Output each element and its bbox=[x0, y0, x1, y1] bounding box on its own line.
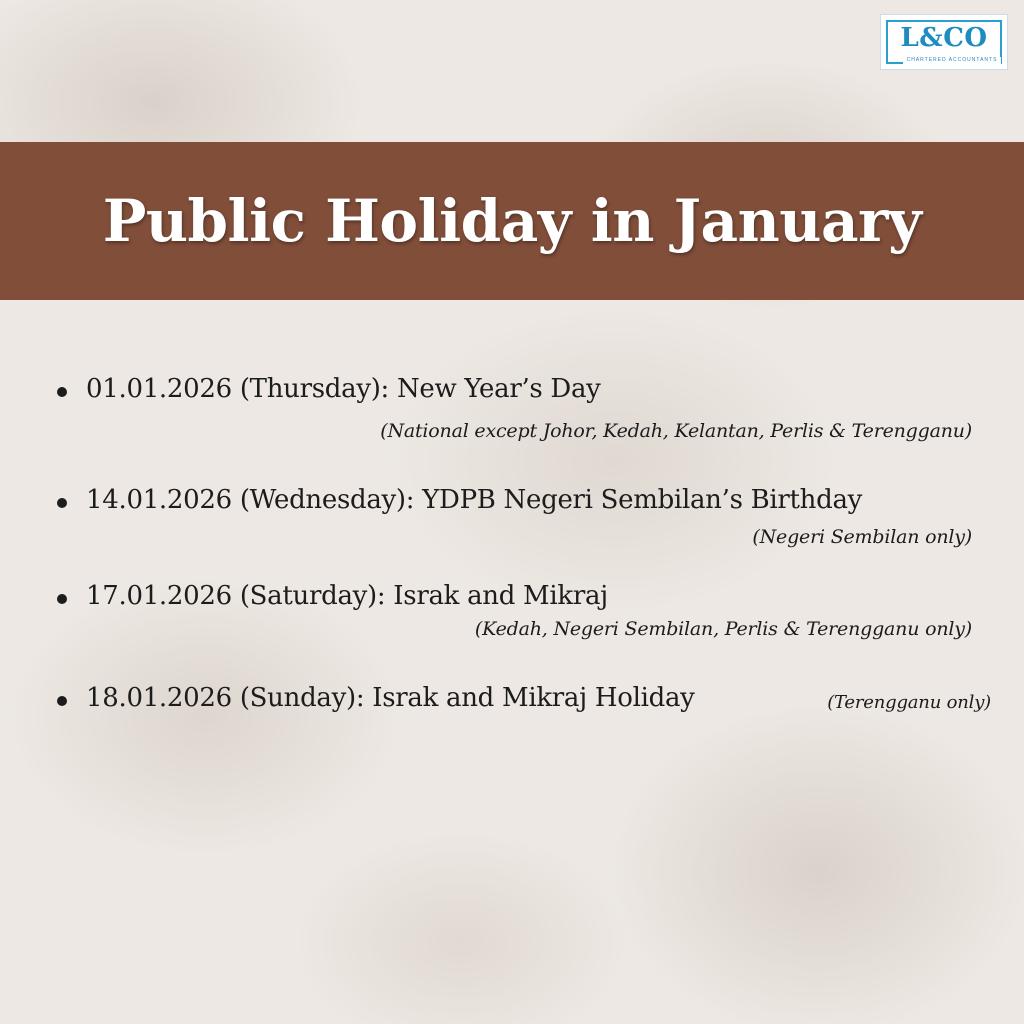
holiday-date-name: 14.01.2026 (Wednesday): YDPB Negeri Sembilan’s Birthday bbox=[86, 485, 863, 515]
holiday-date-name: 01.01.2026 (Thursday): New Year’s Day bbox=[86, 374, 601, 404]
bullet-icon bbox=[57, 594, 67, 604]
holiday-scope-note: (Negeri Sembilan only) bbox=[752, 526, 972, 548]
logo-mark: L&CO bbox=[900, 23, 988, 53]
holiday-date-name: 17.01.2026 (Saturday): Israk and Mikraj bbox=[86, 581, 608, 611]
page-title: Public Holiday in January bbox=[102, 187, 922, 255]
holiday-scope-note: (National except Johor, Kedah, Kelantan, Perlis & Terengganu) bbox=[380, 420, 972, 442]
bullet-icon bbox=[57, 498, 67, 508]
bullet-icon bbox=[57, 696, 67, 706]
logo-tagline: CHARTERED ACCOUNTANTS bbox=[903, 57, 1001, 64]
holiday-scope-note: (Terengganu only) bbox=[827, 692, 991, 713]
bullet-icon bbox=[57, 387, 67, 397]
holiday-scope-note: (Kedah, Negeri Sembilan, Perlis & Terengganu only) bbox=[474, 618, 972, 640]
holiday-date-name: 18.01.2026 (Sunday): Israk and Mikraj Holiday bbox=[86, 683, 695, 713]
